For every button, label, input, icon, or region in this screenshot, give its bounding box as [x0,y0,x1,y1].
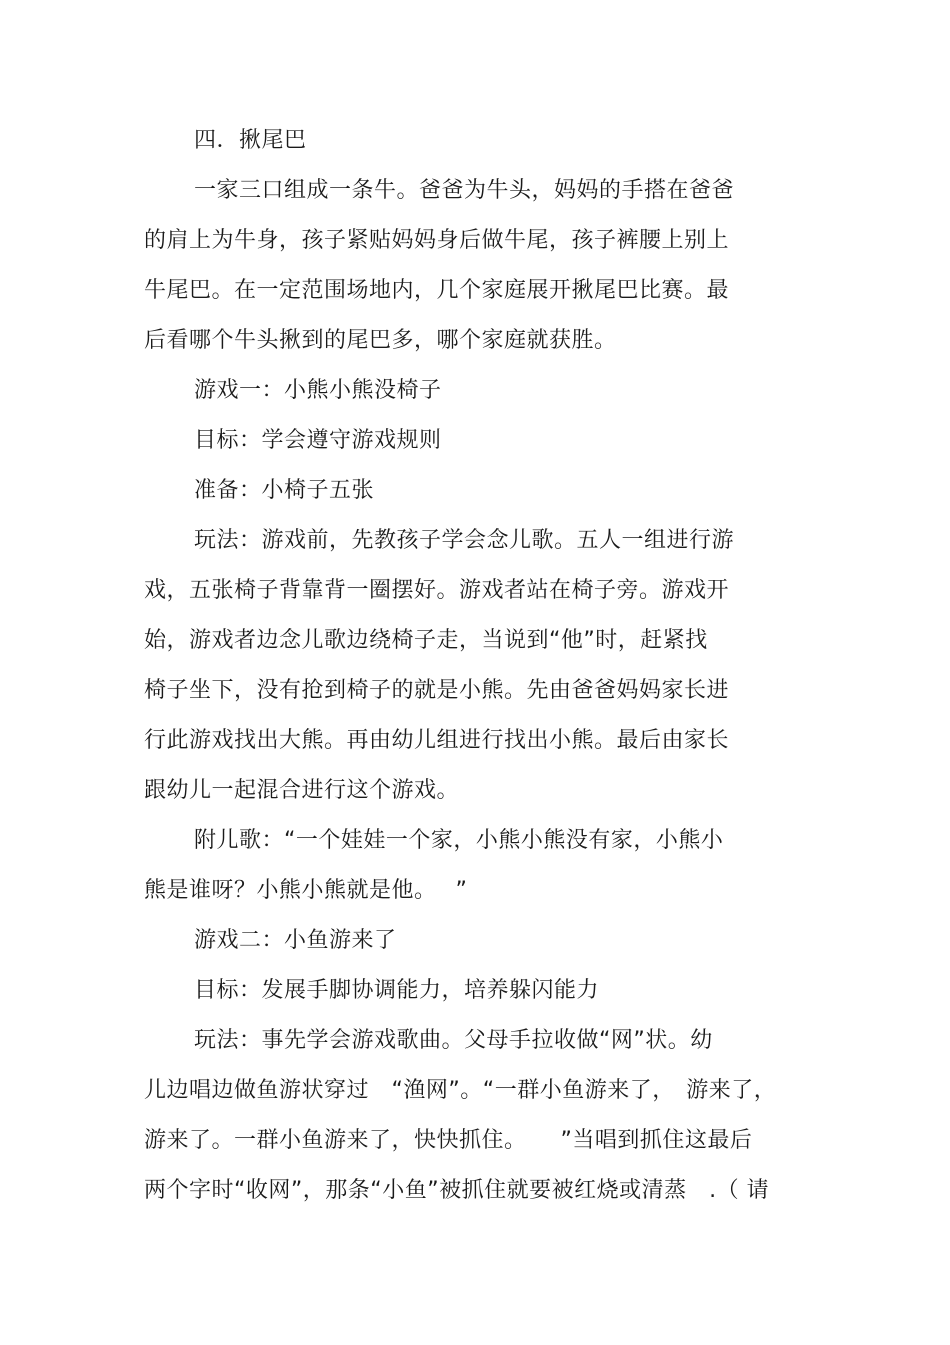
paragraph-line: 游来了。一群小鱼游来了，快快抓住。 ”当唱到抓住这最后 [144,1128,753,1153]
paragraph-line: 戏，五张椅子背靠背一圈摆好。游戏者站在椅子旁。游戏开 [144,578,730,603]
paragraph-line: 行此游戏找出大熊。再由幼儿组进行找出小熊。最后由家长 [144,728,730,753]
paragraph-line: 附儿歌：“一个娃娃一个家，小熊小熊没有家，小熊小 [194,828,724,853]
section-heading: 四．揪尾巴 [194,128,307,153]
paragraph-line: 椅子坐下，没有抢到椅子的就是小熊。先由爸爸妈妈家长进 [144,678,730,703]
paragraph-line: 熊是谁呀？小熊小熊就是他。 ” [144,878,468,903]
paragraph-line: 儿边唱边做鱼游状穿过 “渔网”。“一群小鱼游来了， 游来了， [144,1078,777,1103]
game-goal: 目标：学会遵守游戏规则 [194,428,442,453]
paragraph-line: 两个字时“收网”，那条“小鱼”被抓住就要被红烧或清蒸 .（ 请 [144,1178,770,1203]
paragraph-line: 牛尾巴。在一定范围场地内，几个家庭展开揪尾巴比赛。最 [144,278,730,303]
game-title: 游戏二：小鱼游来了 [194,928,397,953]
paragraph-line: 后看哪个牛头揪到的尾巴多，哪个家庭就获胜。 [144,328,617,353]
paragraph-line: 始，游戏者边念儿歌边绕椅子走，当说到“他”时，赶紧找 [144,628,708,653]
paragraph-line: 一家三口组成一条牛。爸爸为牛头，妈妈的手搭在爸爸 [194,178,735,203]
paragraph-line: 玩法：事先学会游戏歌曲。父母手拉收做“网”状。幼 [194,1028,713,1053]
paragraph-line: 玩法：游戏前，先教孩子学会念儿歌。五人一组进行游 [194,528,735,553]
game-goal: 目标：发展手脚协调能力，培养躲闪能力 [194,978,600,1003]
paragraph-line: 跟幼儿一起混合进行这个游戏。 [144,778,460,803]
game-preparation: 准备：小椅子五张 [194,478,375,503]
paragraph-line: 的肩上为牛身，孩子紧贴妈妈身后做牛尾，孩子裤腰上别上 [144,228,730,253]
game-title: 游戏一：小熊小熊没椅子 [194,378,442,403]
